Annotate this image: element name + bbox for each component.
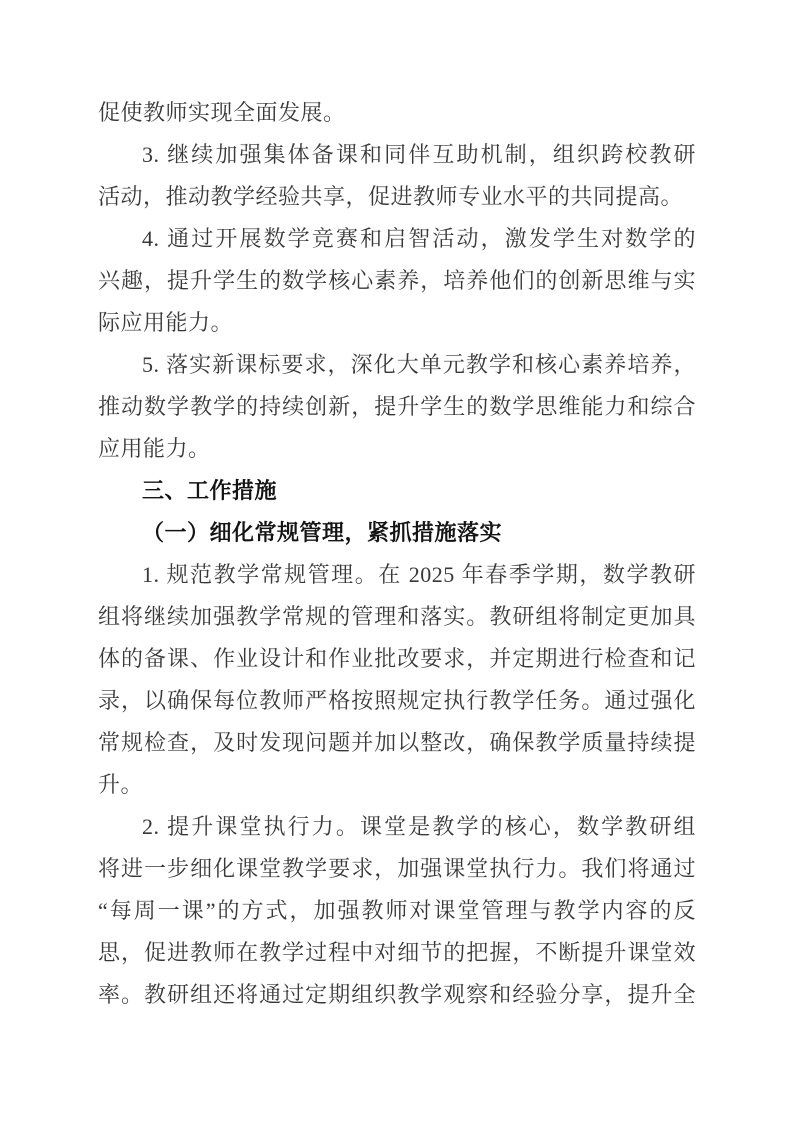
- text-line: 应用能力。: [98, 436, 211, 461]
- text-line: 促使教师实现全面发展。: [98, 100, 346, 125]
- section-heading: 三、工作措施: [142, 478, 278, 503]
- text-line: 5. 落实新课标要求，深化大单元教学和核心素养培养，: [142, 352, 696, 377]
- text-line: 4. 通过开展数学竞赛和启智活动，激发学生对数学的: [142, 226, 696, 251]
- text-line: 3. 继续加强集体备课和同伴互助机制，组织跨校教研: [142, 142, 696, 167]
- text-line: 升。: [98, 772, 144, 797]
- text-line: 活动，推动教学经验共享，促进教师专业水平的共同提高。: [98, 184, 684, 209]
- text-line: 体的备课、作业设计和作业批改要求，并定期进行检查和记: [98, 646, 696, 671]
- text-line: 思，促进教师在教学过程中对细节的把握，不断提升课堂效: [98, 940, 696, 965]
- text-line: 兴趣，提升学生的数学核心素养，培养他们的创新思维与实: [98, 268, 696, 293]
- text-line: 常规检查，及时发现问题并加以整改，确保教学质量持续提: [98, 730, 696, 755]
- text-line: 率。教研组还将通过定期组织教学观察和经验分享，提升全: [98, 982, 696, 1007]
- text-line: “每周一课”的方式，加强教师对课堂管理与教学内容的反: [98, 898, 696, 923]
- text-line: 将进一步细化课堂教学要求，加强课堂执行力。我们将通过: [98, 856, 696, 881]
- subsection-heading: （一）细化常规管理，紧抓措施落实: [142, 520, 503, 545]
- text-line: 2. 提升课堂执行力。课堂是教学的核心，数学教研组: [142, 814, 696, 839]
- text-line: 1. 规范教学常规管理。在 2025 年春季学期，数学教研: [142, 562, 696, 587]
- text-line: 际应用能力。: [98, 310, 234, 335]
- text-line: 推动数学教学的持续创新，提升学生的数学思维能力和综合: [98, 394, 696, 419]
- text-line: 组将继续加强教学常规的管理和落实。教研组将制定更加具: [98, 604, 696, 629]
- text-line: 录，以确保每位教师严格按照规定执行教学任务。通过强化: [98, 688, 696, 713]
- document-content: [98, 92, 696, 1016]
